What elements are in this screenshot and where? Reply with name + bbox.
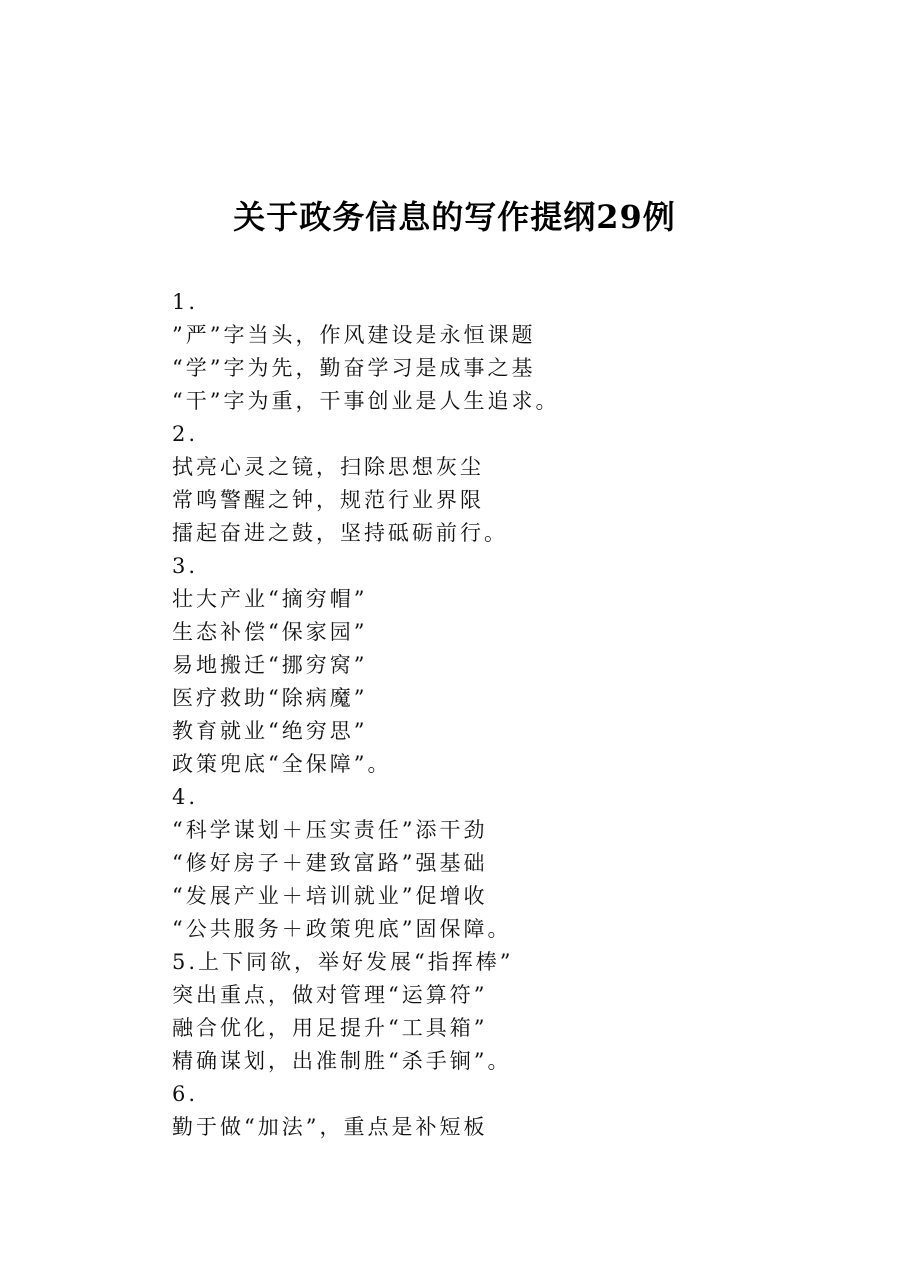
text-line: 生态补偿“保家园” [172,620,368,644]
text-line: “学”字为先，勤奋学习是成事之基 [172,356,536,380]
text-line: 3. [172,554,199,578]
document-body [172,286,872,1144]
text-line: 突出重点，做对管理“运算符” [172,983,488,1007]
text-line: 易地搬迁“挪穷窝” [172,653,368,677]
text-line: 融合优化，用足提升“工具箱” [172,1016,488,1040]
text-line: 6. [172,1082,199,1106]
text-line: 擂起奋进之鼓，坚持砥砺前行。 [172,521,508,545]
text-line: 4. [172,785,199,809]
text-line: 5.上下同欲，举好发展“指挥棒” [172,950,514,974]
text-line: 1. [172,290,199,314]
document-title: 关于政务信息的写作提纲29例 [233,198,676,236]
text-line: 2. [172,422,199,446]
text-line: “公共服务＋政策兜底”固保障。 [172,917,512,941]
text-line: 壮大产业“摘穷帽” [172,587,368,611]
text-line: 常鸣警醒之钟，规范行业界限 [172,488,484,512]
text-line: 勤于做“加法”，重点是补短板 [172,1115,488,1139]
text-line: “发展产业＋培训就业”促增收 [172,884,488,908]
text-line: 精确谋划，出准制胜“杀手锏”。 [172,1049,512,1073]
text-line: 拭亮心灵之镜，扫除思想灰尘 [172,455,484,479]
text-line: “修好房子＋建致富路”强基础 [172,851,488,875]
text-line: 教育就业“绝穷思” [172,719,368,743]
text-line: ”严”字当头，作风建设是永恒课题 [172,323,536,347]
text-line: “科学谋划＋压实责任”添干劲 [172,818,488,842]
text-line: “干”字为重，干事创业是人生追求。 [172,389,560,413]
text-line: 医疗救助“除病魔” [172,686,368,710]
text-line: 政策兜底“全保障”。 [172,752,392,776]
